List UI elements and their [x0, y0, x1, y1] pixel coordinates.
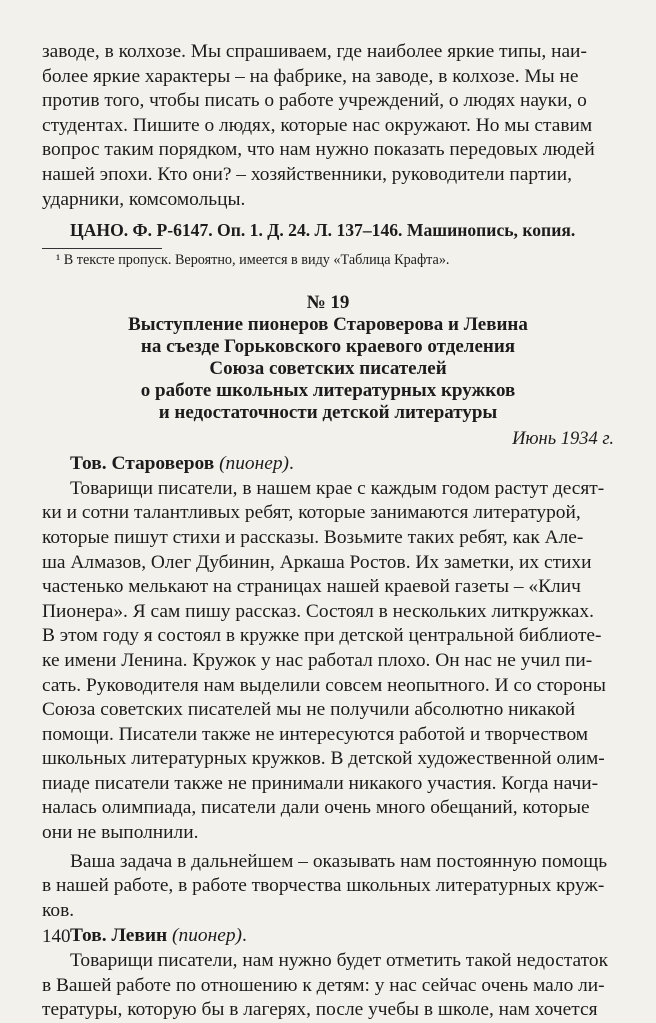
document-page: [42, 40, 614, 1023]
text-line: Союза советских писателей мы не получили абсолютно никакой: [42, 699, 576, 721]
speaker-name: Тов. Староверов: [70, 453, 215, 475]
speech-paragraph: [42, 949, 614, 1023]
speaker-heading: [42, 924, 614, 949]
text-line: Ваша задача в дальнейшем – оказывать нам постоянную помощь: [70, 850, 608, 872]
text-line: нашей эпохи. Кто они? – хозяйственники, руководители партии,: [42, 163, 572, 185]
text-line: В этом году я состоял в кружке при детской центральной библиоте-: [42, 625, 602, 647]
speech-paragraph: [42, 477, 614, 846]
text-line: которые пишут стихи и рассказы. Возьмите таких ребят, как Але-: [42, 526, 584, 548]
text-line: школьных литературных кружков. В детской художественной олим-: [42, 748, 605, 770]
text-line: ударники, комсомольцы.: [42, 188, 246, 210]
text-line: более яркие характеры – на фабрике, на заводе, в колхозе. Мы не: [42, 65, 579, 87]
speaker-role: (пионер): [172, 925, 242, 947]
text-line: Товарищи писатели, в нашем крае с каждым годом растут десят-: [70, 477, 605, 499]
title-line: и недостаточности детской литературы: [158, 402, 498, 424]
speaker-name: Тов. Левин: [70, 925, 168, 947]
speaker-heading-period: .: [288, 453, 294, 475]
footnote: ¹ В тексте пропуск. Вероятно, имеется в виду «Таблица Крафта».: [56, 252, 450, 269]
document-date: Июнь 1934 г.: [512, 429, 614, 450]
speaker-role: (пионер): [219, 453, 289, 475]
text-line: частенько мелькают на страницах нашей краевой газеты – «Клич: [42, 576, 581, 598]
text-line: в Вашей работе по отношению к детям: у нас сейчас очень мало ли-: [42, 974, 605, 996]
text-line: ша Алмазов, Олег Дубинин, Аркаша Ростов. Их заметки, их стихи: [42, 551, 592, 573]
title-line: о работе школьных литературных кружков: [140, 380, 516, 402]
page-number: 140: [42, 926, 71, 947]
speech-paragraph: [42, 850, 614, 924]
footnote-divider: [42, 248, 162, 249]
text-line: против того, чтобы писать о работе учреждений, о людях науки, о: [42, 90, 587, 112]
text-line: они не выполнили.: [42, 822, 199, 844]
text-line: ке имени Ленина. Кружок у нас работал плохо. Он нас не учил пи-: [42, 649, 593, 671]
text-line: сать. Руководителя нам выделили совсем неопытного. И со стороны: [42, 674, 606, 696]
document-number: № 19: [306, 292, 350, 314]
text-line: студентах. Пишите о людях, которые нас окружают. Но мы ставим: [42, 114, 593, 136]
text-line: ки и сотни талантливых ребят, которые занимаются литературой,: [42, 502, 581, 524]
text-line: в нашей работе, в работе творчества школьных литературных круж-: [42, 875, 605, 897]
text-line: Пионера». Я сам пишу рассказ. Состоял в нескольких литкружках.: [42, 600, 594, 622]
text-line: заводе, в колхозе. Мы спрашиваем, где наиболее яркие типы, наи-: [42, 41, 587, 62]
text-line: налась олимпиада, писатели дали очень много обещаний, которые: [42, 797, 590, 819]
text-line: помощи. Писатели также не интересуются работой и творчеством: [42, 723, 589, 745]
archive-source-note: ЦАНО. Ф. Р-6147. Оп. 1. Д. 24. Л. 137–146. Машинопись, копия.: [70, 220, 576, 241]
text-line: ков.: [42, 899, 75, 921]
title-line: на съезде Горьковского краевого отделения: [140, 336, 516, 358]
document-title: [42, 314, 614, 424]
speaker-heading: [42, 452, 614, 477]
text-line: вопрос таким порядком, что нам нужно показать передовых людей: [42, 139, 595, 161]
text-line: Товарищи писатели, нам нужно будет отметить такой недостаток: [70, 950, 608, 972]
intro-paragraph: [42, 40, 614, 212]
title-line: Выступление пионеров Староверова и Левина: [128, 314, 528, 336]
title-line: Союза советских писателей: [209, 358, 447, 380]
text-line: тературы, которую бы в лагерях, после учебы в школе, нам хочется: [42, 999, 598, 1021]
speaker-heading-period: .: [241, 925, 247, 947]
text-line: пиаде писатели также не принимали никакого участия. Когда начи-: [42, 772, 599, 794]
